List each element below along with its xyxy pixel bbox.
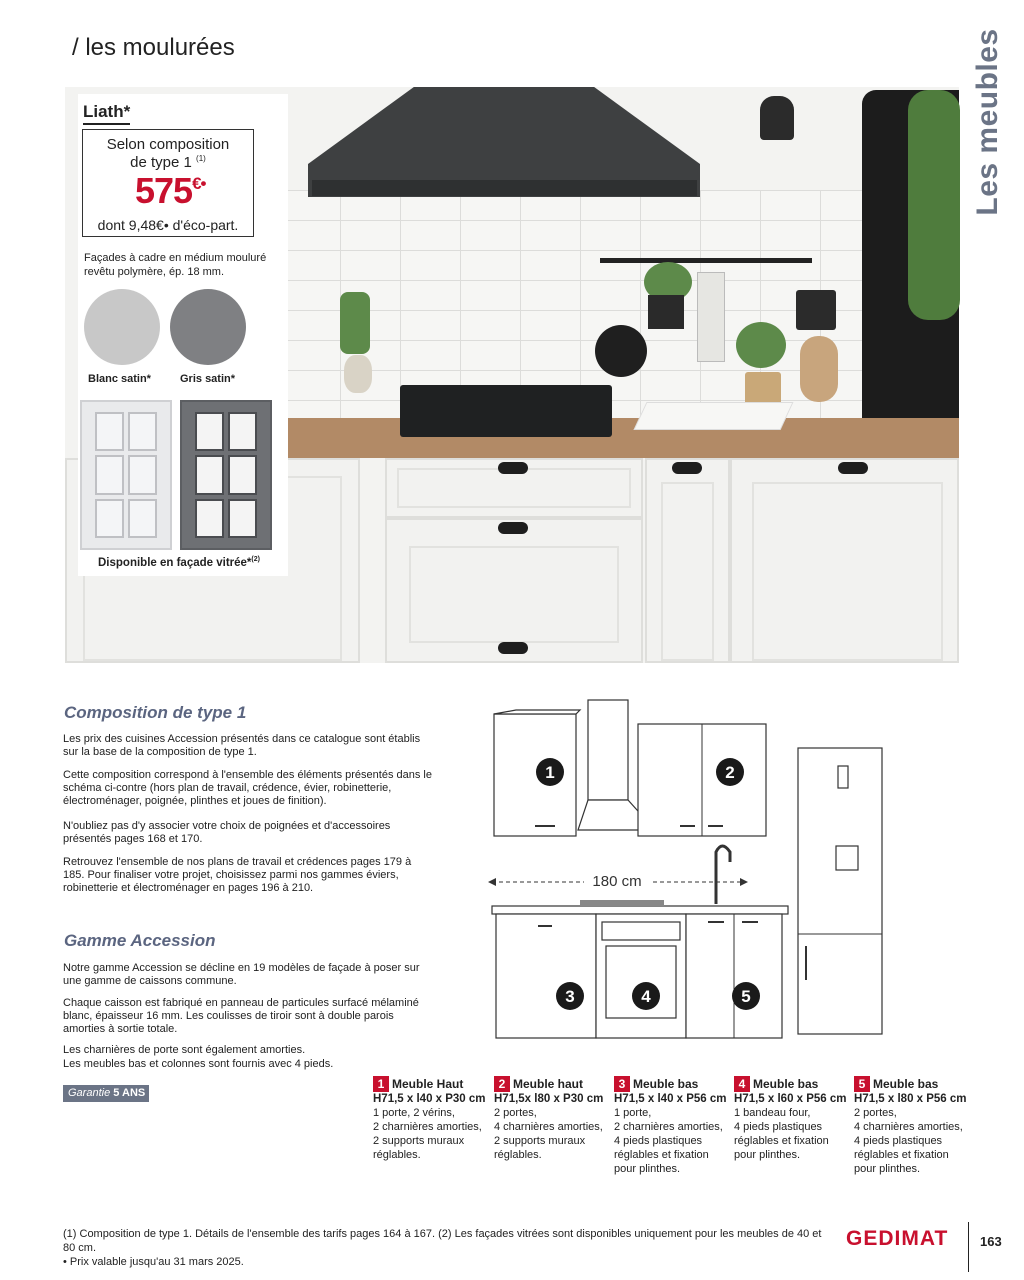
cabinet-handle [498, 462, 528, 474]
product-name: Liath* [83, 102, 130, 125]
potted-plant [736, 322, 786, 368]
page-number: 163 [980, 1234, 1002, 1249]
svg-text:2: 2 [725, 763, 735, 782]
gamme-paragraph: Notre gamme Accession se décline en 19 modèles de façade à poser sur une gamme de caissons commune. [63, 962, 420, 987]
legend-item-2: 2 Meuble haut H71,5x l80 x P30 cm 2 portes, 4 charnières amorties, 2 supports muraux réglables. [494, 1077, 604, 1161]
utensil-rail [600, 258, 812, 263]
upper-cabinet-1 [494, 714, 576, 836]
glazed-door-white [80, 400, 172, 550]
marker-5 [732, 982, 760, 1010]
footnote-1: (1) Composition de type 1. Détails de l'ensemble des tarifs pages 164 à 167. (2) Les façades vitrées sont disponibles uniquement pour les meubles de 40 et 80 cm. [63, 1228, 822, 1254]
section-title: / les moulurées [72, 34, 235, 61]
side-title-text: Les meubles [971, 27, 1004, 216]
availability-note: Disponible en façade vitrée*$^{(2)}$ [98, 556, 260, 569]
cabinet-handle [498, 522, 528, 534]
marker-3 [556, 982, 584, 1010]
eco-part-text: dont 9,48€• d'éco-part. [97, 217, 239, 233]
cutting-board [800, 336, 838, 402]
open-book [633, 402, 793, 430]
fridge-column [798, 748, 882, 1034]
svg-text:5: 5 [741, 987, 751, 1006]
swatch-label: Blanc satin* [88, 373, 151, 385]
base-cabinet-right [730, 458, 959, 663]
side-title [971, 27, 1004, 216]
dimension-label: 180 cm [592, 873, 642, 890]
marker-2 [716, 758, 744, 786]
tea-towel [697, 272, 725, 362]
legend-item-3: 3 Meuble bas H71,5 x l40 x P56 cm 1 porte, 2 charnières amorties, 4 pieds plastiques réglables et fixation pour plinthes. [614, 1077, 727, 1175]
swatch-gris-satin [170, 289, 246, 365]
guarantee-badge: Garantie 5 ANS [63, 1085, 149, 1102]
hood-chimney [588, 700, 628, 800]
brand-logo: GEDIMAT [846, 1227, 949, 1250]
glazed-door-grey [180, 400, 272, 550]
diagram-worktop [492, 906, 788, 914]
gamme-paragraph: Les meubles bas et colonnes sont fournis avec 4 pieds. [63, 1058, 334, 1070]
footnotes [63, 1227, 823, 1269]
swatch-label: Gris satin* [180, 373, 236, 385]
gas-hob [400, 385, 612, 437]
svg-text:3: 3 [565, 987, 575, 1006]
base-cabinet-narrow [645, 458, 730, 663]
frying-pan [595, 325, 647, 377]
swatch-blanc-satin [84, 289, 160, 365]
wall-lamp [760, 96, 794, 140]
basket-pot [745, 372, 781, 406]
base-cabinet-3 [496, 914, 596, 1038]
composition-paragraph: Retrouvez l'ensemble de nos plans de travail et crédences pages 179 à 185. Pour finaliser votre projet, choisissez parmi nos gammes éviers, robinetterie et électroménager en pages 196 à 210. [63, 856, 412, 894]
svg-text:4: 4 [641, 987, 651, 1006]
marker-4 [632, 982, 660, 1010]
composition-title: Composition de type 1 [64, 703, 247, 722]
cactus-pot [344, 355, 372, 393]
gamme-paragraph: Les charnières de porte sont également amorties. [63, 1044, 306, 1056]
tap [716, 846, 730, 904]
cabinet-handle [672, 462, 702, 474]
gamme-title: Gamme Accession [64, 931, 216, 950]
marker-1 [536, 758, 564, 786]
price-line-2: de type 1 $^{(1)}$ [130, 154, 206, 171]
divider [968, 1222, 969, 1272]
composition-diagram [480, 690, 900, 1070]
product-info-panel [78, 94, 288, 576]
utensil-basket [796, 290, 836, 330]
range-hood-strip [312, 180, 697, 196]
footnote-2: • Prix valable jusqu'au 31 mars 2025. [63, 1256, 244, 1268]
herb-pot [648, 295, 684, 329]
price-line-1: Selon composition [106, 136, 230, 153]
cabinet-handle [498, 642, 528, 654]
legend-item-1: 1 Meuble Haut H71,5 x l40 x P30 cm 1 porte, 2 vérins, 2 charnières amorties, 2 supports muraux réglables. [373, 1077, 486, 1161]
hanging-plant [908, 90, 960, 320]
composition-paragraph: Les prix des cuisines Accession présentés dans ce catalogue sont établis sur la base de la composition de type 1. [63, 733, 421, 758]
product-description: Façades à cadre en médium mouluré revêtu polymère, ép. 18 mm. [84, 252, 267, 278]
composition-paragraph: N'oubliez pas d'y associer votre choix de poignées et d'accessoires présentés pages 168 et 170. [63, 820, 391, 845]
gamme-paragraph: Chaque caisson est fabriqué en panneau de particules surfacé mélaminé blanc, épaisseur 16 mm. Les coulisses de tiroir sont à double parois amorties à sortie totale. [63, 997, 419, 1035]
svg-text:1: 1 [545, 763, 555, 782]
cabinet-handle [838, 462, 868, 474]
price-box [82, 129, 254, 237]
composition-paragraph: Cette composition correspond à l'ensemble des éléments présentés dans le schéma ci-contre (hors plan de travail, crédence, évier, robinetterie, électroménager, poignée, plinthes et joues de finition). [63, 769, 432, 807]
price-value: 575€• [135, 170, 206, 211]
cactus [340, 292, 370, 354]
legend-item-5: 5 Meuble bas H71,5 x l80 x P56 cm 2 portes, 4 charnières amorties, 4 pieds plastiques réglables et fixation pour plinthes. [854, 1077, 967, 1175]
legend-item-4: 4 Meuble bas H71,5 x l60 x P56 cm 1 bandeau four, 4 pieds plastiques réglables et fixation pour plinthes. [734, 1077, 847, 1161]
